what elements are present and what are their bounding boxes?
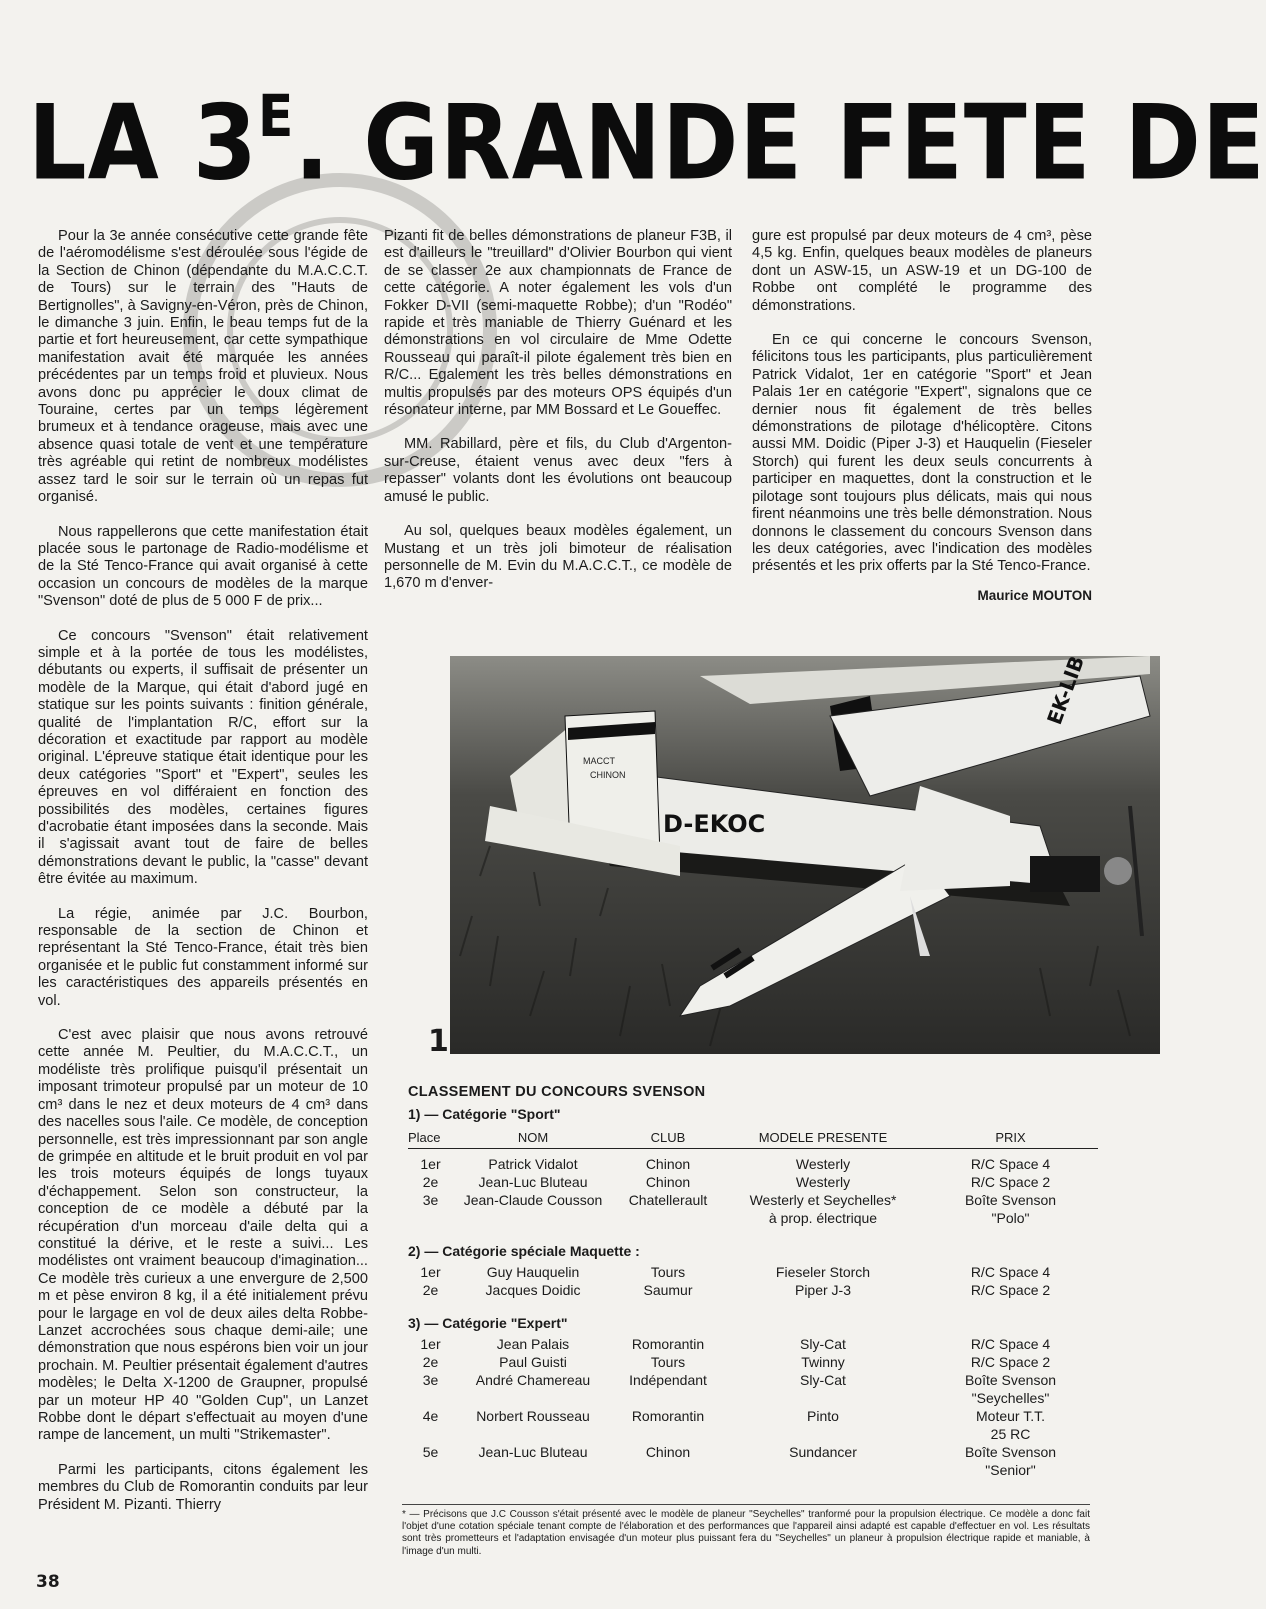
cell-model: Fieseler Storch	[775, 1264, 871, 1280]
cell-club: Romorantin	[631, 1336, 705, 1352]
cell-model: Westerly et Seychelles* à prop. électrique	[749, 1192, 897, 1226]
table-row	[408, 1173, 1098, 1191]
photo-number: 1	[428, 1024, 449, 1059]
table-row	[408, 1281, 1098, 1299]
cell-name: Jean-Luc Bluteau	[478, 1174, 588, 1190]
table-row	[408, 1353, 1098, 1371]
table-row	[408, 1155, 1098, 1173]
table-row	[408, 1443, 1098, 1479]
article-column-1	[38, 228, 368, 1531]
cell-model: Sly-Cat	[800, 1336, 846, 1352]
fuselage-registration: D-EKOC	[663, 810, 766, 838]
paragraph: La régie, animée par J.C. Bourbon, responsable de la section de Chinon et représentant la Sté Tenco-France, était très bien organisée et le public fut constamment informé sur les caractéristiques des appareils présentés en vol.	[38, 905, 368, 1009]
cell-place: 5e	[422, 1444, 439, 1460]
table-header	[408, 1126, 1098, 1149]
cell-place: 3e	[422, 1372, 439, 1388]
cell-name: Guy Hauquelin	[486, 1264, 580, 1280]
table-row	[408, 1335, 1098, 1353]
cell-club: Chatellerault	[628, 1192, 708, 1208]
header-prize: PRIX	[995, 1130, 1026, 1145]
paragraph: Ce concours "Svenson" était relativement simple et à la portée de tous les modélistes, débutants ou experts, il suffisait de présenter un modèle de la Marque, qui était d'abord jugé en statique sur les points suivants : finition générale, qualité de l'implantation R/C, effort sur la décoration et exactitude par rapport au modèle original. L'épreuve statique était identique pour les deux catégories "Sport" et "Expert", seules les épreuves en vol différaient en fonction des possibilités des modèles, certaines figures d'acrobatie étant imposées dans la seconde. Mais il s'agissait avant tout de faire de belles démonstrations devant le public, la "casse" devant être évitée au maximum.	[38, 627, 368, 888]
cell-model: Westerly	[795, 1156, 851, 1172]
article-column-3	[752, 228, 1092, 604]
cell-prize: R/C Space 4	[970, 1336, 1051, 1352]
cell-prize: Moteur T.T. 25 RC	[976, 1408, 1045, 1442]
cell-club: Tours	[650, 1354, 686, 1370]
cell-model: Piper J-3	[794, 1282, 852, 1298]
headline-part-1: LA 3	[28, 83, 258, 204]
cell-club: Tours	[650, 1264, 686, 1280]
cell-club: Chinon	[645, 1156, 691, 1172]
author-signature: Maurice MOUTON	[977, 587, 1092, 603]
cell-prize: R/C Space 2	[970, 1282, 1051, 1298]
cell-model: Westerly	[795, 1174, 851, 1190]
cell-club: Chinon	[645, 1444, 691, 1460]
cell-model: Pinto	[807, 1408, 839, 1424]
category-title: 3) — Catégorie "Expert"	[408, 1315, 568, 1331]
table-row	[408, 1263, 1098, 1281]
cell-model: Sly-Cat	[800, 1372, 846, 1388]
aircraft-photo	[450, 652, 1160, 1054]
page-number: 38	[36, 1572, 60, 1592]
cell-model: Twinny	[801, 1354, 845, 1370]
headline	[28, 83, 1266, 204]
cell-prize: R/C Space 4	[970, 1264, 1051, 1280]
header-model: MODELE PRESENTE	[758, 1130, 888, 1145]
cell-prize: Boîte Svenson "Polo"	[964, 1192, 1057, 1226]
headline-part-2: . GRANDE FETE DE	[294, 83, 1266, 204]
cell-name: Jean-Claude Cousson	[463, 1192, 603, 1208]
category-title: 2) — Catégorie spéciale Maquette :	[408, 1243, 640, 1259]
cell-place: 4e	[422, 1408, 439, 1424]
wing-marking: EK-LIB	[1042, 652, 1090, 728]
table-row	[408, 1371, 1098, 1407]
cell-place: 2e	[422, 1282, 439, 1298]
cell-model: Sundancer	[789, 1444, 857, 1460]
table-row	[408, 1191, 1098, 1227]
paragraph: gure est propulsé par deux moteurs de 4 cm³, pèse 4,5 kg. Enfin, quelques beaux modèles de planeurs dont un ASW-15, un ASW-19 et un DG-100 de Robbe ont complété le programme des démonstrations.	[752, 228, 1092, 314]
cell-name: André Chamereau	[475, 1372, 591, 1388]
cell-prize: Boîte Svenson "Seychelles"	[964, 1372, 1057, 1406]
cell-name: Patrick Vidalot	[488, 1156, 578, 1172]
cell-prize: Boîte Svenson "Senior"	[964, 1444, 1057, 1478]
cell-place: 1er	[420, 1264, 441, 1280]
cell-name: Jacques Doidic	[485, 1282, 581, 1298]
paragraph: MM. Rabillard, père et fils, du Club d'Argenton-sur-Creuse, étaient venus avec deux "fers à repasser" volants dont les évolutions ont beaucoup amusé le public.	[384, 436, 732, 505]
header-place: Place	[408, 1130, 441, 1145]
paragraph: Pizanti fit de belles démonstrations de planeur F3B, il est d'ailleurs le "treuillard" d'Olivier Bourbon qui vient de se classer 2e aux championnats de France de cette catégorie. A noter également les vols d'un Fokker D-VII (semi-maquette Robbe); d'un "Rodéo" rapide et très maniable de Thierry Guénard et les démonstrations en vol circulaire de Mme Odette Rousseau qui paraît-il pilote également très bien en R/C... Egalement les très belles démonstrations en multis propulsés par des moteurs OPS équipés d'un résonateur interne, par MM Bossard et Le Goueffec.	[384, 228, 732, 419]
cell-name: Norbert Rousseau	[476, 1408, 590, 1424]
table-row	[408, 1407, 1098, 1443]
cell-name: Paul Guisti	[499, 1354, 567, 1370]
cell-club: Romorantin	[631, 1408, 705, 1424]
cell-place: 1er	[420, 1336, 441, 1352]
fin-marking: CHINON	[590, 770, 626, 780]
paragraph: Nous rappellerons que cette manifestation était placée sous le partonage de Radio-modélisme et de la Sté Tenco-France qui avait organisé à cette occasion un concours de modèles de la marque "Svenson" doté de plus de 5 000 F de prix...	[38, 523, 368, 610]
cell-club: Chinon	[645, 1174, 691, 1190]
headline-superscript: E	[257, 83, 295, 151]
paragraph: Parmi les participants, citons également les membres du Club de Romorantin conduits par leur Président M. Pizanti. Thierry	[38, 1461, 368, 1513]
cell-prize: R/C Space 2	[970, 1174, 1051, 1190]
article-column-2	[384, 228, 732, 610]
results-table	[408, 1084, 1098, 1479]
paragraph: En ce qui concerne le concours Svenson, félicitons tous les participants, plus particulièrement Patrick Vidalot, 1er en catégorie "Sport" et Jean Palais 1er en catégorie "Expert", signalons que ce dernier nous fit également de très belles démonstrations de pilotage d'hélicoptère. Citons aussi MM. Doidic (Piper J-3) et Hauquelin (Fieseler Storch) qui furent les deux seuls concurrents à participer en maquettes, dont la construction et le pilotage sont toujours plus délicats, mais qui nous firent néanmoins une très belle démonstration. Nous donnons le classement du concours Svenson dans les deux catégories, avec l'indication des modèles présentés et les prix offerts par la Sté Tenco-France.	[752, 332, 1092, 575]
cell-name: Jean-Luc Bluteau	[478, 1444, 588, 1460]
paragraph: C'est avec plaisir que nous avons retrouvé cette année M. Peultier, du M.A.C.C.T., un modéliste très prolifique puisqu'il présentait un imposant trimoteur propulsé par un moteur de 10 cm³ dans le nez et deux moteurs de 4 cm³ dans des nacelles sous l'aile. Ce modèle, de conception personnelle, est très impressionnant par son angle de grimpée en altitude et le bruit produit en vol par les trois moteurs équipés de longs tuyaux d'échappement. Selon son constructeur, la conception de ce modèle a débuté par la récupération d'un morceau d'aile delta qui a constitué la dérive, et le reste a suivi... Les modélistes ont vraiment beaucoup d'imagination... Ce modèle très curieux a une envergure de 2,500 m et pèse environ 8 kg, il a été initialement prévu pour le largage en vol de deux ailes delta Robbe-Lanzet accrochées sous chaque demi-aile; une démonstration que nous espérons bien voir un jour prochain. M. Peultier présentait également d'autres modèles; le Delta X-1200 de Graupner, propulsé par un moteur HP 40 "Golden Cup", un Lanzet Robbe dont le départ s'effectuait au moyen d'une rampe de lancement, un multi "Strikemaster".	[38, 1027, 368, 1444]
paragraph: Pour la 3e année consécutive cette grande fête de l'aéromodélisme s'est déroulée sous l'égide de la Section de Chinon (dépendante du M.A.C.C.T. de Tours) sur le terrain des "Hauts de Bertignolles", à Savigny-en-Véron, près de Chinon, le dimanche 3 juin. Enfin, le beau temps fut de la partie et fort heureusement, car cette sympathique manifestation avait été marquée les années précédentes par un temps froid et pluvieux. Nous avons donc pu apprécier le doux climat de Touraine, certes par un temps légèrement brumeux et à tendance orageuse, mais avec une absence quasi totale de vent et une température très agréable qui retint de nombreux modélistes assez tard le soir sur le terrain où un repas fut organisé.	[38, 228, 368, 506]
cell-prize: R/C Space 4	[970, 1156, 1051, 1172]
cell-club: Saumur	[643, 1282, 693, 1298]
cell-prize: R/C Space 2	[970, 1354, 1051, 1370]
paragraph: Au sol, quelques beaux modèles également, un Mustang et un très joli bimoteur de réalisation personnelle de M. Evin du M.A.C.C.T., ce modèle de 1,670 m d'enver-	[384, 523, 732, 592]
cell-club: Indépendant	[629, 1372, 707, 1388]
fin-marking: MACCT	[583, 756, 615, 766]
cell-place: 2e	[422, 1354, 439, 1370]
cell-place: 2e	[422, 1174, 439, 1190]
category-title: 1) — Catégorie "Sport"	[408, 1106, 561, 1122]
cell-name: Jean Palais	[496, 1336, 570, 1352]
cell-place: 1er	[420, 1156, 441, 1172]
footnote: * — Précisons que J.C Cousson s'était présenté avec le modèle de planeur "Seychelles" tranformé pour la propulsion électrique. Ce modèle a donc fait l'objet d'une cotation spéciale tenant compte de l'élaboration et des performances que l'appareil ainsi adapté est capable d'effectuer en vol. Les résultats sont très prometteurs et l'adaptation envisagée d'un moteur plus puissant fera du "Seychelles" un planeur à propulsion électrique rapide et maniable, à l'image d'un multi.	[402, 1504, 1090, 1558]
header-name: NOM	[517, 1130, 549, 1145]
cell-place: 3e	[422, 1192, 439, 1208]
header-club: CLUB	[650, 1130, 686, 1145]
results-title: CLASSEMENT DU CONCOURS SVENSON	[408, 1084, 706, 1100]
